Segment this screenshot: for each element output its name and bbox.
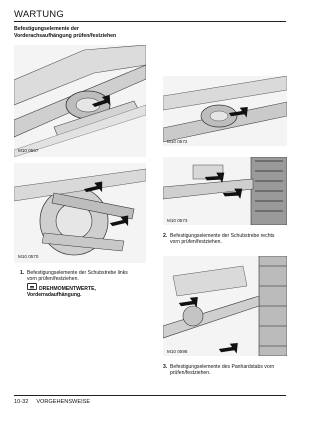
step-reference-line1: DREHMOMENTWERTE,: [39, 285, 96, 292]
step-reference-line2: Vorderradaufhängung.: [27, 292, 82, 299]
figure-illustration: [163, 256, 287, 356]
section-title: [14, 26, 154, 39]
figure-illustration: [163, 76, 287, 146]
figure-illustration: [14, 163, 146, 263]
figure-panhard-rod-front: [163, 256, 287, 356]
figure-label: M10 0570: [18, 254, 39, 259]
step-1: [20, 270, 148, 302]
step-text-line1: Befestigungselemente der Schubstrebe rechts: [170, 233, 275, 239]
step-text-line1: Befestigungselemente des Panhardstabs vorn: [170, 364, 275, 370]
figure-strut-mount-left: [14, 163, 146, 263]
figure-label: M10 0567: [18, 148, 39, 153]
step-text: [170, 233, 274, 246]
step-3: [163, 364, 291, 378]
step-2: [163, 233, 291, 247]
figure-strut-right-front: [163, 76, 287, 146]
figure-label: M10 0598: [167, 349, 188, 354]
section-title-line2: Vorderachsaufhängung prüfen/festziehen: [14, 32, 117, 39]
page-footer: [14, 399, 98, 405]
step-number: 2.: [163, 233, 168, 239]
footer-page-number: 10-32: [14, 399, 29, 405]
figure-illustration: [14, 45, 146, 157]
step-text: [170, 364, 274, 377]
header-rule: [14, 21, 286, 22]
figure-suspension-left-front: [14, 45, 146, 157]
footer-rule: [14, 395, 286, 396]
figure-strut-mount-right: [163, 157, 287, 225]
step-text-line2: vorn prüfen/festziehen.: [27, 276, 79, 283]
step-number: 1.: [20, 270, 25, 276]
step-reference[interactable]: [27, 283, 128, 292]
footer-chapter: VORGEHENSWEISE: [36, 399, 91, 405]
figure-label: M10 0573: [167, 218, 188, 223]
figure-label: M10 0572: [167, 139, 188, 144]
step-text-line1: Befestigungselemente der Schubstrebe links: [27, 270, 128, 276]
section-title-line1: Befestigungselemente der: [14, 26, 79, 32]
step-number: 3.: [163, 364, 168, 370]
step-text: [27, 270, 128, 299]
page-header-title: WARTUNG: [14, 9, 64, 20]
step-text-line2: prüfen/festziehen.: [170, 370, 211, 377]
figure-illustration: [163, 157, 287, 225]
step-text-line2: vorn prüfen/festziehen.: [170, 239, 222, 246]
reference-book-icon: [27, 283, 37, 290]
